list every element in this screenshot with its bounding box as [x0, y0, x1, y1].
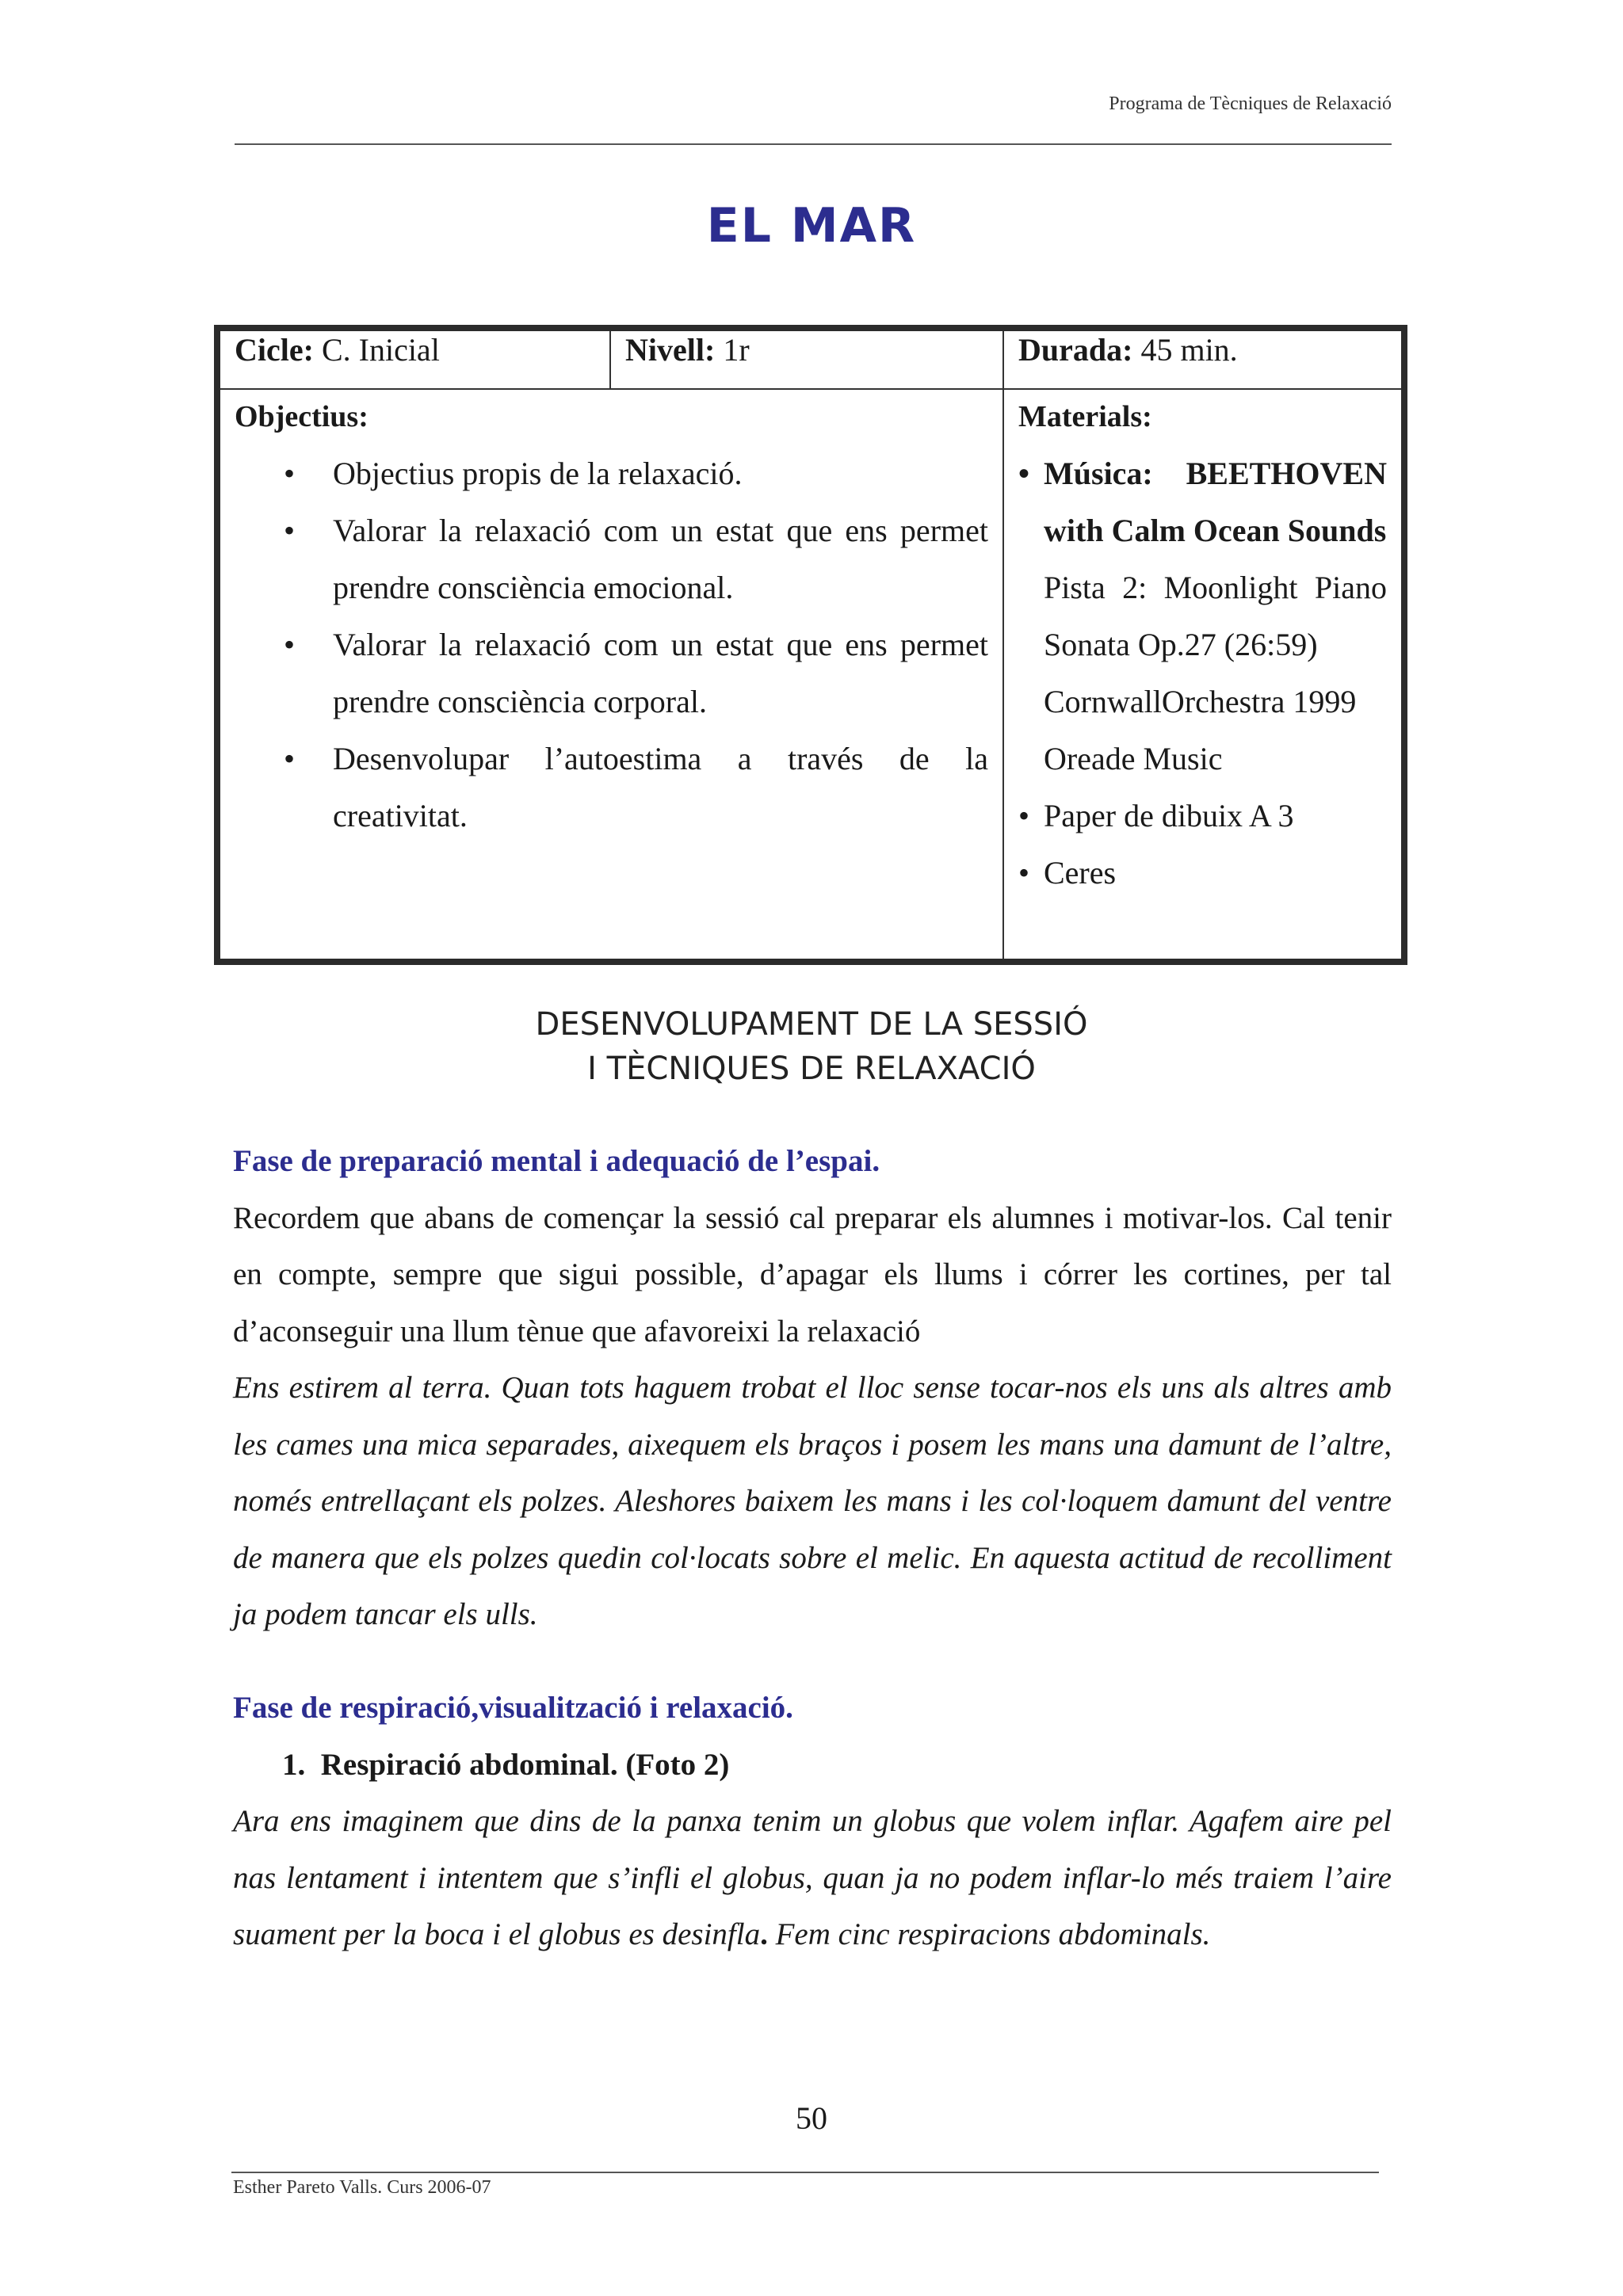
phase2-italic-a: Ara ens imaginem que dins de la panxa tenim un globus que volem inflar. Agafem aire pel nas lentament i intentem que s’infli el globus, quan ja no podem inflar-lo més traiem l’aire suament per la boca i el globus es desinfla: [233, 1804, 1392, 1951]
materials-list: [1018, 445, 1387, 902]
footer-author: Esther Pareto Valls. Curs 2006-07: [233, 2177, 491, 2198]
phase1-paragraph: Recordem que abans de començar la sessió cal preparar els alumnes i motivar-los. Cal tenir en compte, sempre que sigui possible, d’apagar els llums i córrer les cortines, per tal d’aconseguir una llum tènue que afavoreixi la relaxació: [233, 1200, 1392, 1348]
objectiu-item: • Objectius propis de la relaxació.: [333, 445, 988, 502]
section-heading-line1: DESENVOLUPAMENT DE LA SESSIÓ: [535, 1006, 1088, 1043]
section-heading: [0, 1002, 1623, 1091]
running-header: Programa de Tècniques de Relaxació: [1109, 93, 1392, 114]
objectiu-item: [333, 730, 988, 845]
materials-cell: [1003, 389, 1404, 962]
cicle-label: Cicle:: [235, 332, 314, 368]
phase1-title: Fase de preparació mental i adequació de l’espai.: [233, 1144, 880, 1178]
durada-label: Durada:: [1018, 332, 1133, 368]
material-music: [1018, 445, 1387, 559]
objectiu-item: • Valorar la relaxació com un estat que ens permet prendre consciència emocional.: [333, 502, 988, 616]
nivell-cell: [610, 328, 1003, 389]
durada-cell: [1003, 328, 1404, 389]
page-number: 50: [796, 2100, 827, 2136]
objectius-cell: [217, 389, 1003, 962]
material-paper: • Paper de dibuix A 3: [1018, 788, 1387, 845]
nivell-label: Nivell:: [625, 332, 716, 368]
phase2-italic-paragraph: [233, 1793, 1392, 1963]
objectiu-item-text: Desenvolupar l’autoestima a través de la creativitat.: [333, 741, 988, 833]
phase1-italic-paragraph: Ens estirem al terra. Quan tots haguem trobat el lloc sense tocar-nos els uns als altres amb les cames una mica separades, aixequem els braços i posem les mans una damunt de l’altre, només entrellaçant els polzes. Aleshores baixem les mans i les col·loquem damunt del ventre de manera que els polzes quedin col·locats sobre el melic. En aquesta actitud de recolliment ja podem tancar els ulls.: [233, 1371, 1392, 1631]
materials-label: Materials:: [1018, 400, 1152, 433]
music-label-name: Oreade Music: [1044, 741, 1223, 776]
phase2-dot: .: [760, 1917, 768, 1951]
music-orchestra: CornwallOrchestra 1999: [1044, 684, 1357, 719]
cicle-cell: [217, 328, 610, 389]
page-title: EL MAR: [706, 198, 917, 254]
objectius-label: Objectius:: [235, 400, 369, 433]
music-track: Pista 2: Moonlight Piano Sonata Op.27 (26:59): [1044, 570, 1387, 662]
phase2-italic-b: Fem cinc respiracions abdominals.: [767, 1917, 1211, 1951]
step-number: 1.: [282, 1747, 306, 1782]
step-title: Respiració abdominal. (Foto 2): [320, 1747, 730, 1782]
phase1-block: [233, 1133, 1392, 1643]
durada-value: 45 min.: [1140, 332, 1238, 368]
material-ceres: • Ceres: [1018, 845, 1387, 902]
objectius-list: [235, 445, 988, 845]
phase2-block: [233, 1680, 1392, 1963]
music-label: Música:: [1044, 456, 1153, 491]
nivell-value: 1r: [723, 332, 750, 368]
phase2-title: Fase de respiració,visualització i relaxació.: [233, 1691, 793, 1725]
music-title: BEETHOVEN with Calm Ocean Sounds: [1044, 456, 1387, 548]
footer-divider: [231, 2172, 1379, 2173]
cicle-value: C. Inicial: [321, 332, 440, 368]
session-info-table: [214, 325, 1407, 965]
step-heading: [233, 1737, 1392, 1794]
header-divider: [235, 143, 1392, 145]
section-heading-line2: I TÈCNIQUES DE RELAXACIÓ: [587, 1051, 1036, 1087]
objectiu-item: • Valorar la relaxació com un estat que ens permet prendre consciència corporal.: [333, 616, 988, 730]
